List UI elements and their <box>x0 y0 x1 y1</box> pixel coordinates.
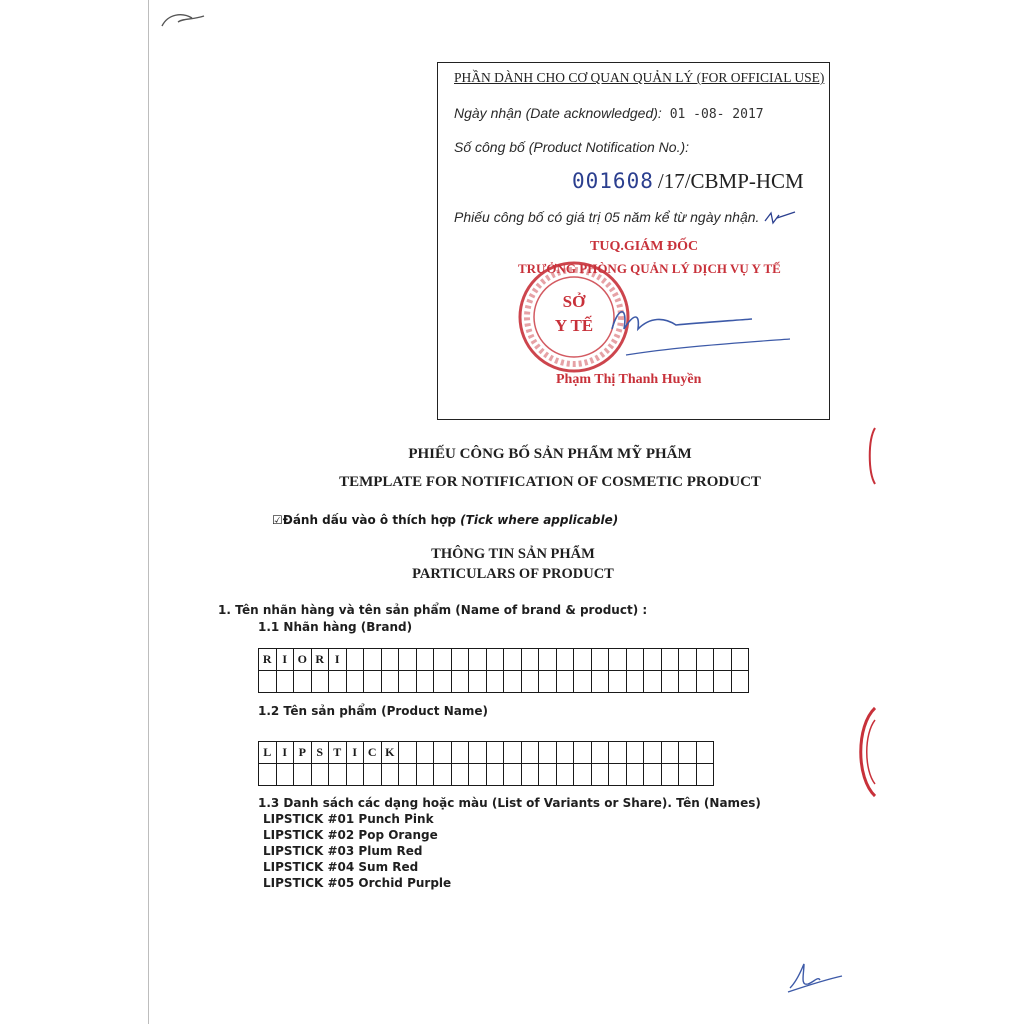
brand-grid-cell <box>661 649 679 671</box>
brand-grid-cell <box>416 649 434 671</box>
product-grid-cell <box>486 742 504 764</box>
list-item: LIPSTICK #05 Orchid Purple <box>263 876 452 890</box>
brand-grid-cell <box>591 649 609 671</box>
brand-grid-cell <box>381 649 399 671</box>
brand-grid-cell <box>521 649 539 671</box>
seal-text-so: SỞ <box>562 292 586 311</box>
product-grid-cell: I <box>346 742 364 764</box>
product-grid-cell <box>626 742 644 764</box>
product-grid-cell: K <box>381 742 399 764</box>
product-grid-cell <box>434 764 452 786</box>
signer-department: TRƯỞNG PHÒNG QUẢN LÝ DỊCH VỤ Y TẾ <box>518 261 781 276</box>
section-title-en: PARTICULARS OF PRODUCT <box>412 566 614 582</box>
brand-grid-cell <box>399 671 417 693</box>
product-grid-cell <box>521 742 539 764</box>
brand-grid-cell <box>451 671 469 693</box>
checkbox-icon: ☑ <box>272 513 283 527</box>
product-grid-cell: T <box>329 742 347 764</box>
product-grid-cell: I <box>276 742 294 764</box>
product-grid-cell <box>276 764 294 786</box>
date-acknowledged-value: 01 -08- 2017 <box>669 107 764 122</box>
validity-note-text: Phiếu công bố có giá trị 05 năm kể từ ngày nhận. <box>454 209 760 225</box>
brand-grid-cell <box>539 649 557 671</box>
tick-instruction-vi: Đánh dấu vào ô thích hợp <box>282 513 456 527</box>
brand-grid-row <box>259 649 749 671</box>
tick-instruction-en: (Tick where applicable) <box>460 513 619 527</box>
brand-grid-cell <box>381 671 399 693</box>
initials-signature-icon <box>784 958 844 998</box>
brand-grid-cell <box>486 649 504 671</box>
product-letter-grid <box>258 741 714 786</box>
brand-grid-cell <box>416 671 434 693</box>
product-grid-cell <box>451 764 469 786</box>
product-name-label: 1.2 Tên sản phẩm (Product Name) <box>258 704 488 718</box>
notification-number-stamp: 001608 <box>572 169 654 193</box>
brand-grid-cell <box>346 671 364 693</box>
brand-grid-cell <box>486 671 504 693</box>
brand-grid-cell <box>399 649 417 671</box>
brand-grid-cell: R <box>259 649 277 671</box>
section-title-vi: THÔNG TIN SẢN PHẨM <box>431 546 595 562</box>
brand-grid-cell <box>591 671 609 693</box>
product-grid-cell <box>504 742 522 764</box>
brand-grid-cell <box>364 649 382 671</box>
product-grid-cell <box>294 764 312 786</box>
product-grid-cell <box>259 764 277 786</box>
brand-grid-cell <box>364 671 382 693</box>
signer-name: Phạm Thị Thanh Huyền <box>556 372 702 387</box>
brand-grid-cell: I <box>329 649 347 671</box>
variants-list <box>263 811 451 891</box>
date-acknowledged-row <box>454 105 764 122</box>
brand-grid-cell <box>609 671 627 693</box>
product-grid-cell <box>574 742 592 764</box>
product-grid-cell <box>399 742 417 764</box>
brand-grid-cell <box>679 649 697 671</box>
brand-grid-cell: R <box>311 649 329 671</box>
brand-grid-cell <box>346 649 364 671</box>
brand-grid-cell <box>696 649 714 671</box>
brand-grid-cell <box>714 671 732 693</box>
product-grid-cell <box>329 764 347 786</box>
brand-grid-cell <box>294 671 312 693</box>
product-grid-cell <box>469 764 487 786</box>
variants-label: 1.3 Danh sách các dạng hoặc màu (List of Variants or Share). Tên (Names) <box>258 796 761 810</box>
product-grid-cell <box>626 764 644 786</box>
brand-grid-row <box>259 671 749 693</box>
brand-grid-cell <box>539 671 557 693</box>
brand-grid-cell <box>434 649 452 671</box>
product-grid-row <box>259 764 714 786</box>
product-grid-cell <box>539 764 557 786</box>
official-use-heading: PHẦN DÀNH CHO CƠ QUAN QUẢN LÝ (FOR OFFICIAL USE) <box>454 70 825 85</box>
product-grid-cell <box>661 764 679 786</box>
product-grid-cell <box>696 764 714 786</box>
brand-grid-cell <box>276 671 294 693</box>
product-grid-cell <box>609 742 627 764</box>
product-grid-cell <box>434 742 452 764</box>
notification-number-suffix: /17/CBMP-HCM <box>657 169 804 193</box>
notification-number <box>572 169 804 194</box>
product-grid-cell <box>679 764 697 786</box>
product-grid-cell <box>416 742 434 764</box>
brand-grid-cell: I <box>276 649 294 671</box>
product-grid-cell <box>591 742 609 764</box>
document-title-vi: PHIẾU CÔNG BỐ SẢN PHẨM MỸ PHẨM <box>408 446 692 462</box>
list-item: LIPSTICK #04 Sum Red <box>263 860 419 874</box>
brand-grid-cell: O <box>294 649 312 671</box>
product-grid-cell <box>521 764 539 786</box>
product-grid-cell: C <box>364 742 382 764</box>
brand-grid-cell <box>329 671 347 693</box>
signer-role: TUQ.GIÁM ĐỐC <box>590 239 699 254</box>
brand-grid-cell <box>311 671 329 693</box>
validity-note <box>454 209 797 227</box>
product-grid-cell <box>644 742 662 764</box>
edge-seal-fragment-icon <box>854 706 876 798</box>
product-grid-cell: P <box>294 742 312 764</box>
brand-grid-cell <box>661 671 679 693</box>
brand-grid-cell <box>696 671 714 693</box>
product-grid-cell <box>556 742 574 764</box>
question-1-label: 1. Tên nhãn hàng và tên sản phẩm (Name of brand & product) : <box>218 603 648 617</box>
brand-grid-cell <box>434 671 452 693</box>
document-title-en: TEMPLATE FOR NOTIFICATION OF COSMETIC PRODUCT <box>339 474 761 490</box>
corner-scribble <box>158 8 210 38</box>
brand-grid-cell <box>574 671 592 693</box>
brand-grid-cell <box>574 649 592 671</box>
brand-grid-cell <box>731 671 749 693</box>
product-grid-cell <box>696 742 714 764</box>
brand-grid-cell <box>626 649 644 671</box>
list-item: LIPSTICK #02 Pop Orange <box>263 828 438 842</box>
product-grid-cell <box>609 764 627 786</box>
brand-grid-cell <box>644 649 662 671</box>
product-grid-cell <box>451 742 469 764</box>
brand-grid-cell <box>469 671 487 693</box>
brand-grid-cell <box>556 649 574 671</box>
product-grid-cell <box>591 764 609 786</box>
brand-grid-cell <box>609 649 627 671</box>
date-acknowledged-label: Ngày nhận (Date acknowledged): <box>454 105 662 121</box>
brand-grid-cell <box>259 671 277 693</box>
initial-mark-icon <box>763 209 797 227</box>
brand-grid-cell <box>504 649 522 671</box>
brand-label: 1.1 Nhãn hàng (Brand) <box>258 620 413 634</box>
product-grid-row <box>259 742 714 764</box>
notification-number-label: Số công bố (Product Notification No.): <box>454 139 690 155</box>
brand-grid-cell <box>644 671 662 693</box>
product-grid-cell <box>539 742 557 764</box>
official-use-box <box>437 62 830 420</box>
brand-grid-cell <box>679 671 697 693</box>
product-grid-cell <box>346 764 364 786</box>
brand-grid-cell <box>451 649 469 671</box>
tick-instruction <box>272 513 618 527</box>
list-item: LIPSTICK #03 Plum Red <box>263 844 423 858</box>
list-item: LIPSTICK #01 Punch Pink <box>263 812 434 826</box>
brand-grid-cell <box>714 649 732 671</box>
seal-text-yte: Y TẾ <box>554 316 594 335</box>
product-grid-cell <box>661 742 679 764</box>
brand-grid-cell <box>731 649 749 671</box>
product-grid-cell <box>504 764 522 786</box>
brand-grid-cell <box>504 671 522 693</box>
product-grid-cell <box>469 742 487 764</box>
product-grid-cell: S <box>311 742 329 764</box>
product-grid-cell <box>486 764 504 786</box>
product-grid-cell <box>644 764 662 786</box>
product-grid-cell <box>399 764 417 786</box>
product-grid-cell <box>416 764 434 786</box>
product-grid-cell: L <box>259 742 277 764</box>
product-grid-cell <box>556 764 574 786</box>
product-grid-cell <box>381 764 399 786</box>
page-edge <box>148 0 149 1024</box>
product-grid-cell <box>679 742 697 764</box>
brand-grid-cell <box>556 671 574 693</box>
edge-seal-fragment-icon <box>866 426 876 486</box>
brand-grid-cell <box>521 671 539 693</box>
brand-grid-cell <box>626 671 644 693</box>
brand-grid-cell <box>469 649 487 671</box>
product-grid-cell <box>574 764 592 786</box>
brand-letter-grid <box>258 648 749 693</box>
product-grid-cell <box>311 764 329 786</box>
product-grid-cell <box>364 764 382 786</box>
